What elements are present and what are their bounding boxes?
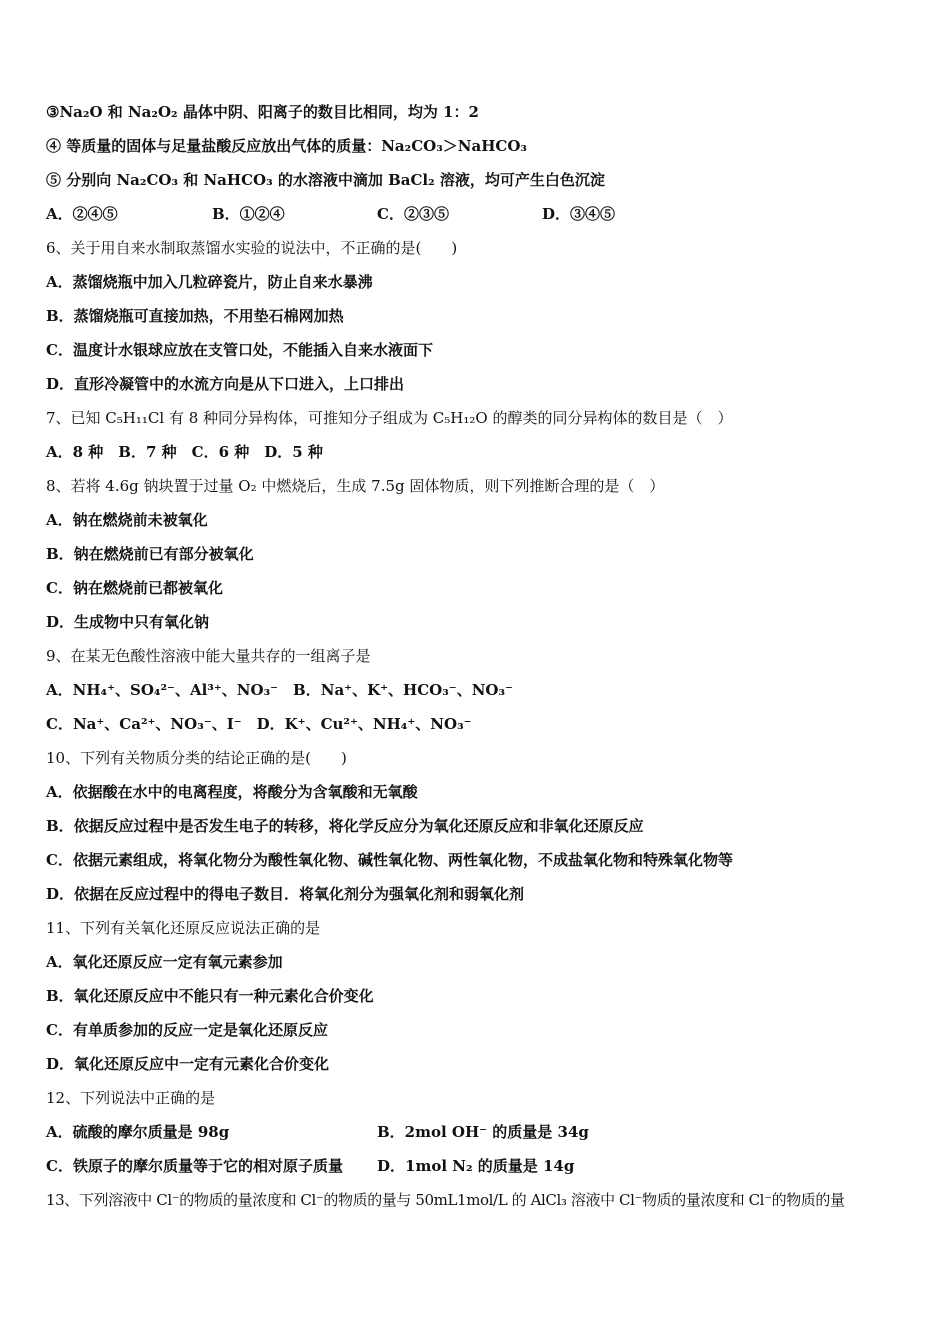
q8-option-d: D．生成物中只有氧化钠	[46, 613, 210, 631]
q6-option-c: C．温度计水银球应放在支管口处，不能插入自来水液面下	[46, 341, 433, 359]
q11-option-b: B．氧化还原反应中不能只有一种元素化合价变化	[46, 987, 374, 1005]
q11-option-a: A．氧化还原反应一定有氧元素参加	[46, 953, 283, 971]
q9-options-ab: A．NH₄⁺、SO₄²⁻、Al³⁺、NO₃⁻ B．Na⁺、K⁺、HCO₃⁻、NO₃⁻	[46, 681, 513, 699]
q6-option-b: B．蒸馏烧瓶可直接加热，不用垫石棉网加热	[46, 307, 344, 325]
q10-option-b: B．依据反应过程中是否发生电子的转移，将化学反应分为氧化还原反应和非氧化还原反应	[46, 817, 644, 835]
q8-option-c: C．钠在燃烧前已都被氧化	[46, 579, 223, 597]
question-8: 8、若将 4.6g 钠块置于过量 O₂ 中燃烧后，生成 7.5g 固体物质，则下列推断合理的是（ ）	[46, 477, 665, 495]
question-12: 12、下列说法中正确的是	[46, 1089, 216, 1107]
question-9: 9、在某无色酸性溶液中能大量共存的一组离子是	[46, 647, 371, 665]
q10-option-d: D．依据在反应过程中的得电子数目．将氧化剂分为强氧化剂和弱氧化剂	[46, 885, 525, 903]
q5-option-a: A．②④⑤	[46, 205, 118, 223]
q5-option-c: C．②③⑤	[377, 205, 449, 223]
q12-option-a: A．硫酸的摩尔质量是 98g	[46, 1123, 230, 1141]
q9-options-cd: C．Na⁺、Ca²⁺、NO₃⁻、I⁻ D．K⁺、Cu²⁺、NH₄⁺、NO₃⁻	[46, 715, 472, 733]
question-13: 13、下列溶液中 Cl⁻的物质的量浓度和 Cl⁻的物质的量与 50mL1mol/L 的 AlCl₃ 溶液中 Cl⁻物质的量浓度和 Cl⁻的物质的量	[46, 1191, 845, 1209]
statement-5: ⑤ 分别向 Na₂CO₃ 和 NaHCO₃ 的水溶液中滴加 BaCl₂ 溶液，均可产生白色沉淀	[46, 171, 605, 189]
statement-4: ④ 等质量的固体与足量盐酸反应放出气体的质量：Na₂CO₃＞NaHCO₃	[46, 137, 527, 155]
q5-option-d: D．③④⑤	[542, 205, 616, 223]
question-7: 7、已知 C₅H₁₁Cl 有 8 种同分异构体，可推知分子组成为 C₅H₁₂O 的醇类的同分异构体的数目是（ ）	[46, 409, 733, 427]
q6-option-a: A．蒸馏烧瓶中加入几粒碎瓷片，防止自来水暴沸	[46, 273, 373, 291]
q10-option-a: A．依据酸在水中的电离程度，将酸分为含氧酸和无氧酸	[46, 783, 418, 801]
q6-option-d: D．直形冷凝管中的水流方向是从下口进入，上口排出	[46, 375, 405, 393]
question-6: 6、关于用自来水制取蒸馏水实验的说法中，不正确的是( )	[46, 239, 458, 257]
q12-option-c: C．铁原子的摩尔质量等于它的相对原子质量	[46, 1157, 343, 1175]
q12-option-b: B．2mol OH⁻ 的质量是 34g	[377, 1123, 589, 1141]
q8-option-a: A．钠在燃烧前未被氧化	[46, 511, 208, 529]
q11-option-c: C．有单质参加的反应一定是氧化还原反应	[46, 1021, 328, 1039]
q11-option-d: D．氧化还原反应中一定有元素化合价变化	[46, 1055, 330, 1073]
q5-option-b: B．①②④	[212, 205, 285, 223]
q12-option-d: D．1mol N₂ 的质量是 14g	[377, 1157, 575, 1175]
q7-options: A．8 种 B．7 种 C．6 种 D．5 种	[46, 443, 323, 461]
question-11: 11、下列有关氧化还原反应说法正确的是	[46, 919, 321, 937]
statement-3: ③Na₂O 和 Na₂O₂ 晶体中阴、阳离子的数目比相同，均为 1：2	[46, 103, 479, 121]
question-10: 10、下列有关物质分类的结论正确的是( )	[46, 749, 347, 767]
q8-option-b: B．钠在燃烧前已有部分被氧化	[46, 545, 254, 563]
q10-option-c: C．依据元素组成，将氧化物分为酸性氧化物、碱性氧化物、两性氧化物，不成盐氧化物和特殊氧化物等	[46, 851, 733, 869]
